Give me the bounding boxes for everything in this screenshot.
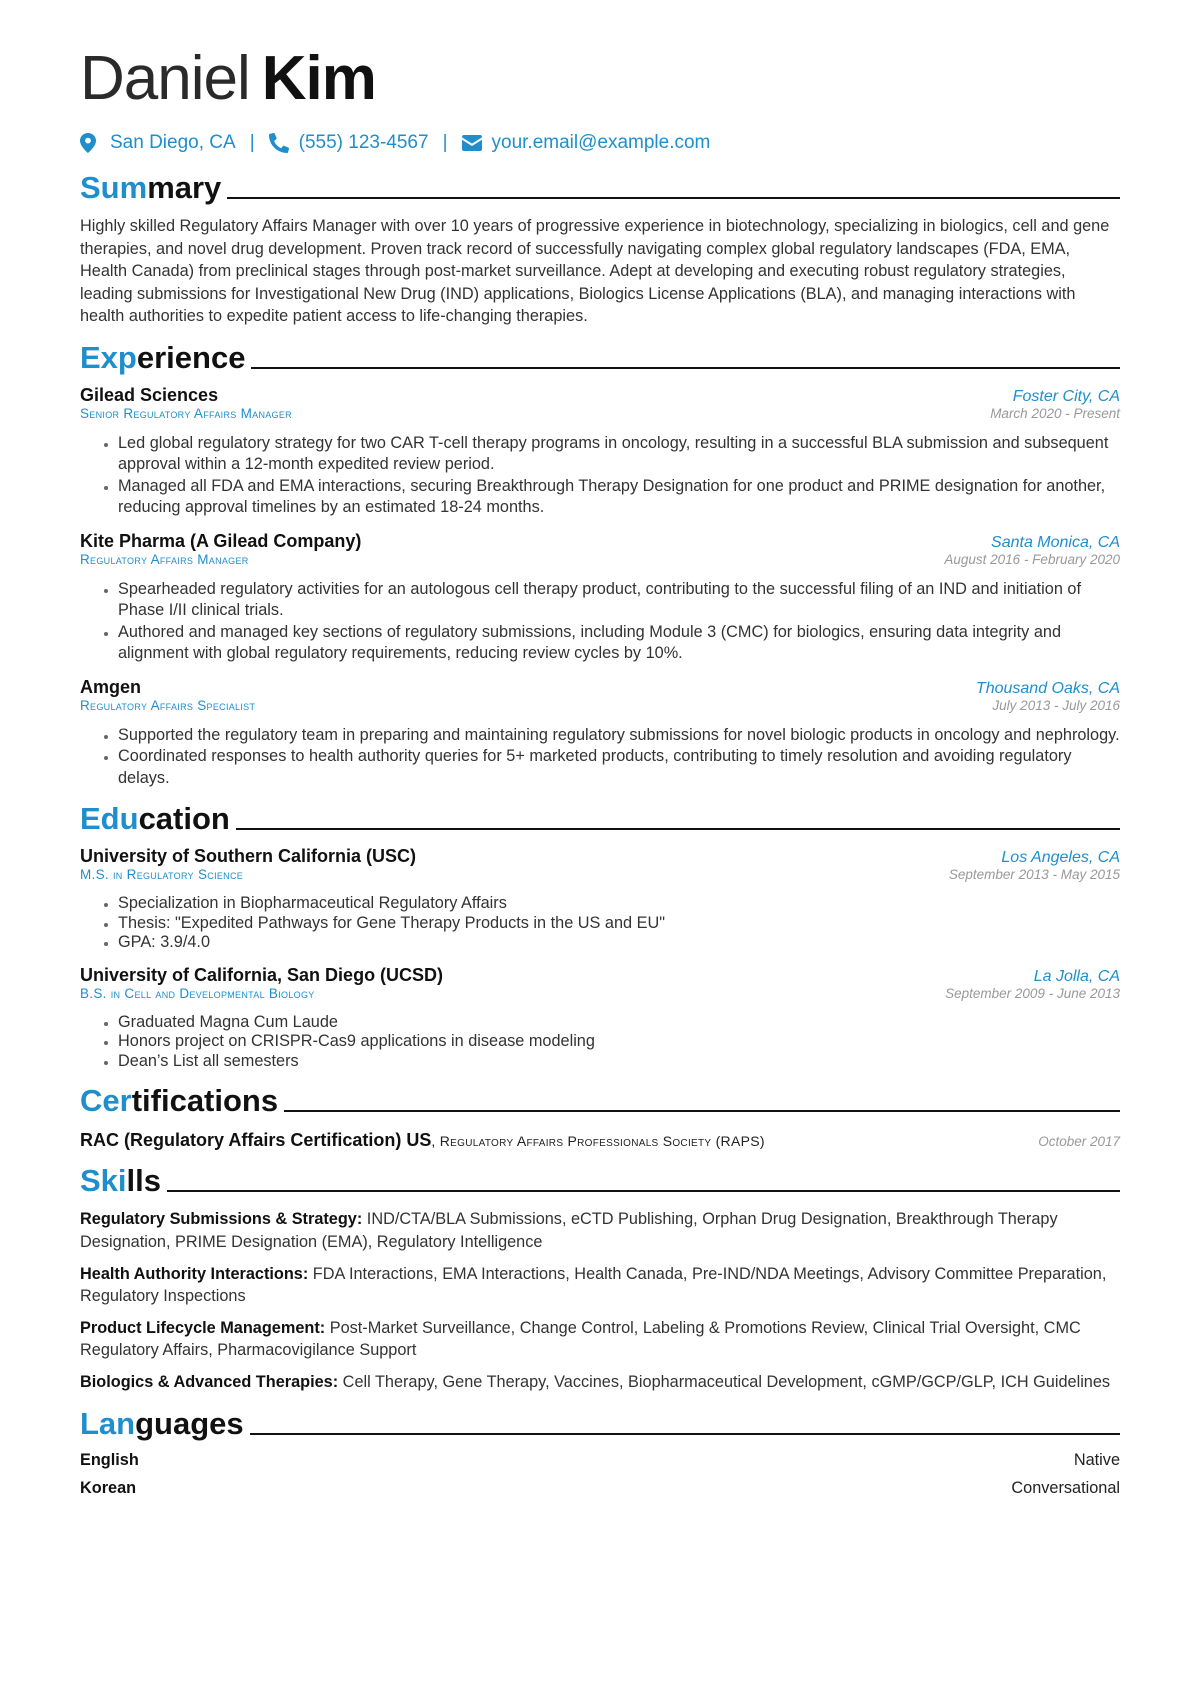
bullet-item: • Graduated Magna Cum Laude [118,1013,1120,1033]
language-level: Native [1073,1450,1120,1469]
entry-dates: September 2013 - May 2015 [948,867,1120,883]
education-entry [80,846,1120,953]
section-rule [167,1190,1120,1192]
contact-separator: | [249,132,255,153]
location-text: San Diego, CA [110,132,236,153]
section-header-education [80,801,1120,837]
section-rule [284,1110,1120,1112]
language-name: English [80,1450,139,1469]
education-entry [80,965,1120,1072]
skill-values: FDA Interactions, EMA Interactions, Health Canada, Pre-IND/NDA Meetings, Advisory Committee Preparation, Regulatory Inspections [80,1264,1107,1306]
language-item [80,1451,1120,1470]
skill-label: Health Authority Interactions: [80,1264,309,1283]
contact-email[interactable] [462,132,711,154]
section-title: Certifications [80,1083,279,1119]
skill-group [80,1371,1120,1394]
entry-dates: August 2016 - February 2020 [944,551,1120,567]
certification-item [80,1130,1120,1151]
entry-location: Santa Monica, CA [991,533,1120,551]
language-level: Conversational [1011,1478,1120,1497]
experience-entry [80,385,1120,519]
section-header-experience [80,339,1120,375]
entry-org: Kite Pharma (A Gilead Company) [80,530,362,551]
experience-entry [80,677,1120,790]
phone-text: (555) 123-4567 [298,132,429,153]
bullet-item: • Honors project on CRISPR-Cas9 applications in disease modeling [118,1032,1120,1052]
section-header-skills [80,1163,1120,1199]
skill-group [80,1317,1120,1362]
envelope-icon [462,133,482,153]
cert-org: , Regulatory Affairs Professionals Society (RAPS) [431,1133,765,1150]
bullet-item: • GPA: 3.9/4.0 [118,933,1120,953]
entry-org: University of Southern California (USC) [80,846,417,867]
bullet-list [80,433,1120,519]
full-name [80,44,1120,113]
skill-group [80,1208,1120,1253]
section-title: Education [80,801,230,837]
section-header-certifications [80,1083,1120,1119]
experience-entry [80,531,1120,665]
phone-icon [269,133,289,153]
contact-bar [80,132,1120,154]
bullet-item: • Supported the regulatory team in preparing and maintaining regulatory submissions for novel biologic products in oncology and nephrology. [118,725,1120,747]
entry-org: Gilead Sciences [80,384,219,405]
entry-dates: September 2009 - June 2013 [945,985,1120,1001]
last-name: Kim [261,44,376,113]
entry-location: Foster City, CA [1012,387,1120,405]
language-name: Korean [80,1478,137,1497]
entry-role: Regulatory Affairs Specialist [80,697,256,713]
section-title: Skills [80,1163,161,1199]
section-title: Languages [80,1405,244,1441]
section-title: Experience [80,339,246,375]
skill-group [80,1263,1120,1308]
bullet-list [80,579,1120,665]
section-header-languages [80,1405,1120,1441]
skill-label: Regulatory Submissions & Strategy: [80,1210,363,1229]
entry-role: M.S. in Regulatory Science [80,867,244,883]
bullet-list [80,1013,1120,1072]
entry-role: B.S. in Cell and Developmental Biology [80,985,315,1001]
skill-label: Product Lifecycle Management: [80,1318,326,1337]
contact-separator: | [442,132,448,153]
bullet-item: • Specialization in Biopharmaceutical Regulatory Affairs [118,894,1120,914]
section-header-summary [80,172,1120,203]
bullet-item: • Authored and managed key sections of regulatory submissions, including Module 3 (CMC) for biologics, ensuring data integrity and alignment with global regulatory requirements, reducing review cycles by 10%. [118,622,1120,665]
section-rule [251,367,1120,369]
skill-values: Cell Therapy, Gene Therapy, Vaccines, Biopharmaceutical Development, cGMP/GCP/GLP, ICH Guidelines [338,1373,1111,1392]
bullet-item: • Led global regulatory strategy for two CAR T-cell therapy programs in oncology, resulting in a successful BLA submission and subsequent approval within a 12-month expedited review period. [118,433,1120,476]
map-pin-icon [80,133,100,153]
bullet-item: • Managed all FDA and EMA interactions, securing Breakthrough Therapy Designation for one product and PRIME designation for another, reducing approval timelines by an estimated 18-24 months. [118,476,1120,519]
cert-name: RAC (Regulatory Affairs Certification) US [80,1130,432,1151]
entry-dates: March 2020 - Present [990,405,1120,421]
bullet-item: • Thesis: "Expedited Pathways for Gene Therapy Products in the US and EU" [118,914,1120,934]
entry-location: Los Angeles, CA [1001,849,1120,867]
skill-values: IND/CTA/BLA Submissions, eCTD Publishing, Orphan Drug Designation, Breakthrough Therapy Designation, PRIME Designation (EMA), Regulatory Intelligence [80,1210,1058,1252]
entry-role: Senior Regulatory Affairs Manager [80,405,292,421]
entry-org: Amgen [80,676,142,697]
section-rule [227,197,1120,199]
entry-org: University of California, San Diego (UCSD) [80,964,444,985]
contact-location [80,132,236,154]
bullet-list [80,894,1120,953]
cert-date: October 2017 [1038,1134,1120,1150]
language-item [80,1479,1120,1498]
section-title: Summary [80,170,222,205]
contact-phone[interactable] [269,132,429,154]
entry-location: La Jolla, CA [1033,967,1120,985]
email-link[interactable]: your.email@example.com [491,132,711,153]
skill-values: Post-Market Surveillance, Change Control, Labeling & Promotions Review, Clinical Trial Oversight, CMC Regulatory Affairs, Pharmacovigilance Support [80,1318,1081,1360]
bullet-item: • Dean’s List all semesters [118,1052,1120,1072]
bullet-list [80,725,1120,790]
first-name: Daniel [80,44,250,113]
bullet-item: • Coordinated responses to health authority queries for 5+ marketed products, contributing to timely resolution and avoiding regulatory delays. [118,746,1120,789]
entry-location: Thousand Oaks, CA [975,679,1120,697]
summary-text: Highly skilled Regulatory Affairs Manager with over 10 years of progressive experience in biotechnology, specializing in biologics, cell and gene therapies, and novel drug development. Proven track record of successfully navigating complex global regulatory landscapes (FDA, EMA, Health Canada) from preclinical stages through post-market surveillance. Adept at developing and executing robust regulatory strategies, leading submissions for Investigational New Drug (IND) applications, Biologics License Applications (BLA), and managing interactions with health authorities to expedite patient access to life-changing therapies. [80,217,1110,326]
skill-label: Biologics & Advanced Therapies: [80,1373,339,1392]
section-rule [250,1433,1120,1435]
bullet-item: • Spearheaded regulatory activities for an autologous cell therapy product, contributing to the successful filing of an IND and initiation of Phase I/II clinical trials. [118,579,1120,622]
entry-role: Regulatory Affairs Manager [80,551,249,567]
section-rule [236,828,1120,830]
entry-dates: July 2013 - July 2016 [992,697,1120,713]
